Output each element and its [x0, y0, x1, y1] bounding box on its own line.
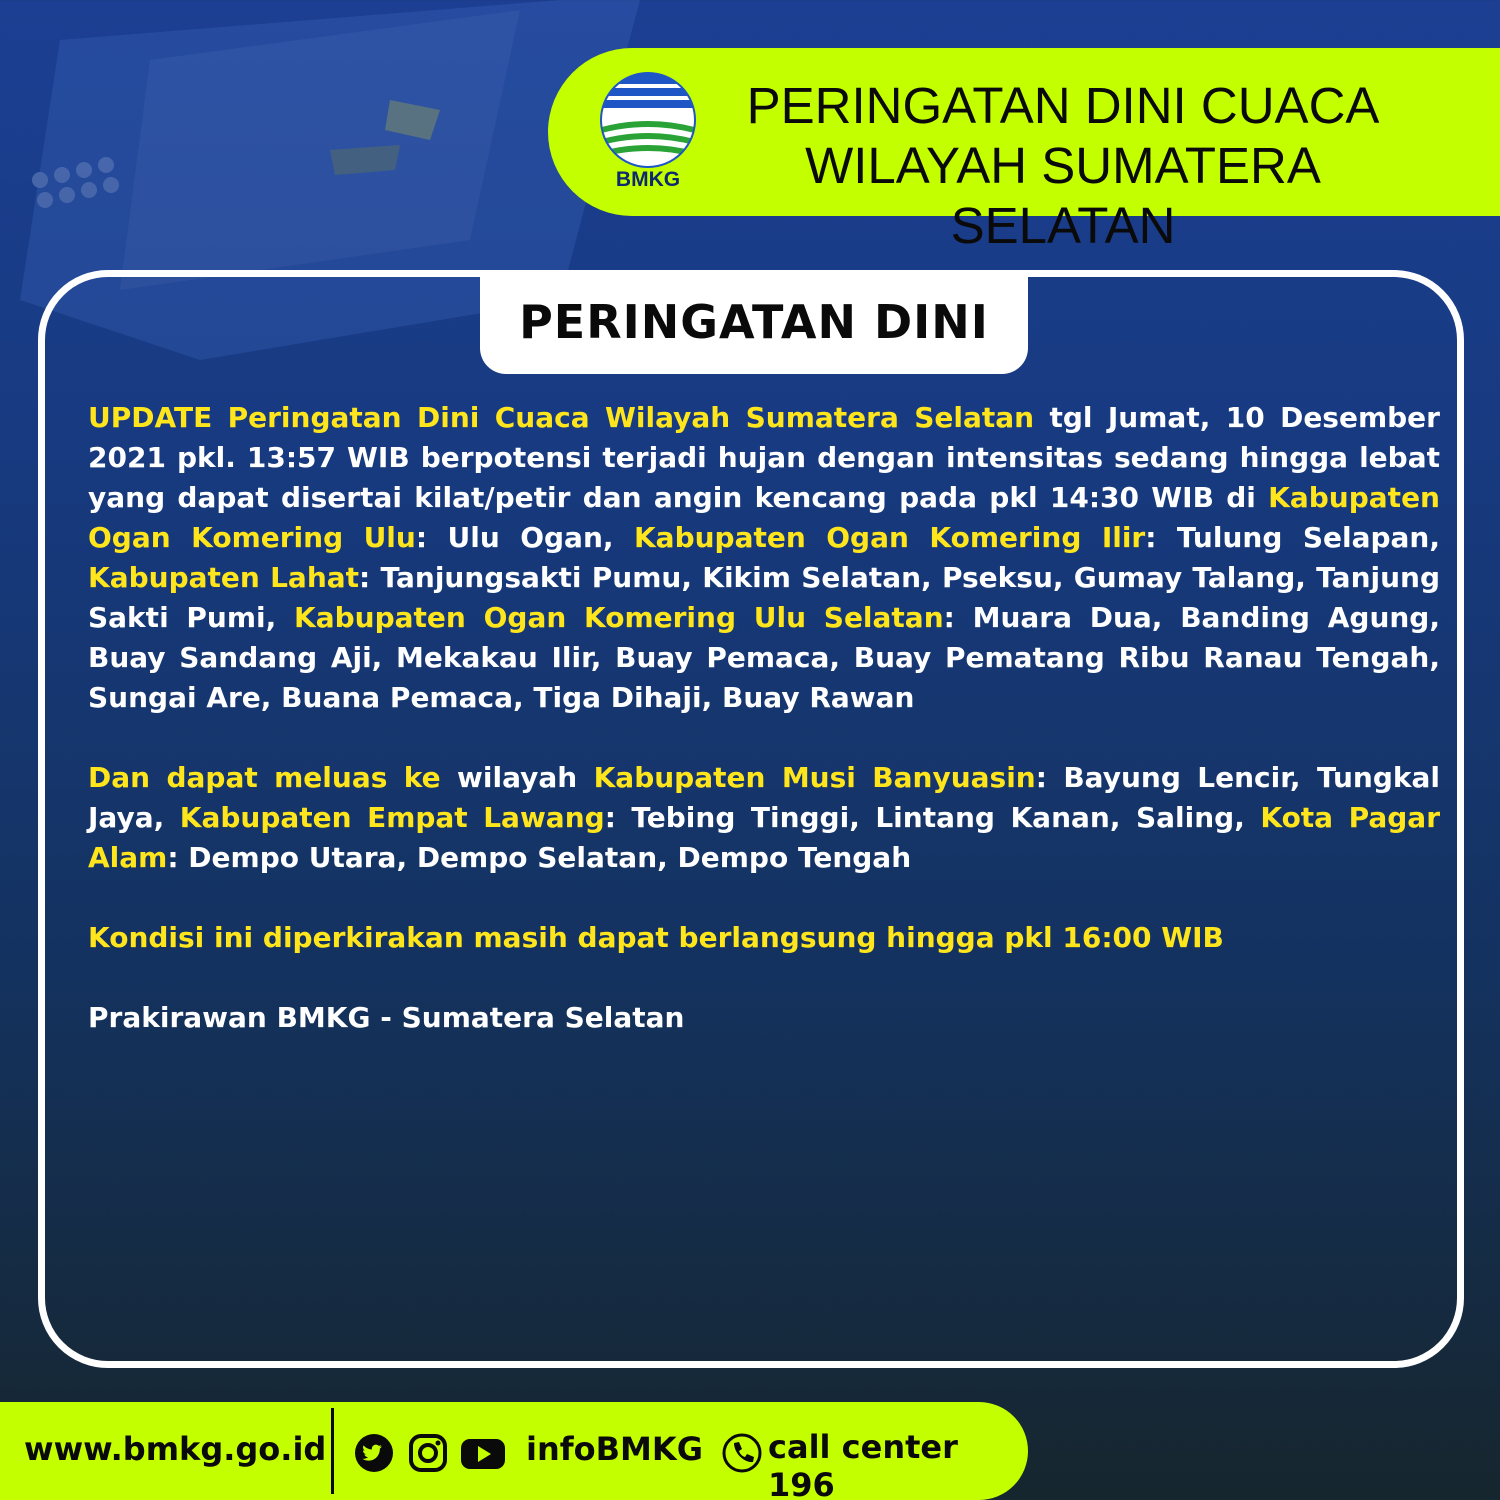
panel-title: PERINGATAN DINI: [519, 295, 989, 349]
twitter-icon[interactable]: [354, 1433, 394, 1473]
district-list: : Ulu Ogan,: [415, 521, 634, 554]
warning-paragraph-2: [88, 758, 1440, 878]
district-list: : Muara Dua, Banding Agung, Buay Sandang Aji, Mekakau Ilir, Buay Pemaca, Buay Pematang Ribu Ranau Tengah, Sungai Are, Buana Pemaca, Tiga Dihaji, Buay Rawan: [88, 601, 1440, 714]
district-list: : Tanjungsakti Pumu, Kikim Selatan, Pseksu, Gumay Talang, Tanjung Sakti Pumi,: [88, 561, 1441, 634]
website-link[interactable]: www.bmkg.go.id: [24, 1430, 327, 1468]
warning-paragraph-1: [88, 398, 1440, 718]
panel-tab: [480, 270, 1028, 374]
duration-note: Kondisi ini diperkirakan masih dapat berlangsung hingga pkl 16:00 WIB: [88, 921, 1224, 954]
page-title: [708, 76, 1418, 256]
bmkg-emblem-icon: [598, 70, 698, 170]
logo-text: BMKG: [615, 168, 681, 191]
phone-icon: [722, 1433, 762, 1473]
region-name: Kabupaten Musi Banyuasin: [593, 761, 1036, 794]
header-banner: [548, 48, 1500, 254]
instagram-icon[interactable]: [408, 1433, 448, 1473]
body-text: wilayah: [440, 761, 594, 794]
social-handle[interactable]: infoBMKG: [526, 1430, 703, 1468]
highlight-text: UPDATE Peringatan Dini Cuaca Wilayah Sumatera Selatan: [88, 401, 1035, 434]
region-name: Kabupaten Ogan Komering Ulu Selatan: [294, 601, 944, 634]
title-line-1: PERINGATAN DINI CUACA: [746, 77, 1380, 134]
highlight-text: Dan dapat meluas ke: [88, 761, 441, 794]
district-list: : Tulung Selapan,: [1145, 521, 1440, 554]
title-line-2: WILAYAH SUMATERA SELATAN: [805, 137, 1321, 254]
region-name: Kabupaten Ogan Komering Ulu: [88, 481, 1440, 554]
region-name: Kota Pagar Alam: [88, 801, 1440, 874]
youtube-icon[interactable]: [460, 1433, 506, 1473]
district-list: : Dempo Utara, Dempo Selatan, Dempo Tengah: [167, 841, 912, 874]
forecaster-signature: Prakirawan BMKG - Sumatera Selatan: [88, 1001, 685, 1034]
district-list: : Bayung Lencir, Tungkal Jaya,: [88, 761, 1440, 834]
warning-content: [88, 398, 1440, 1078]
region-name: Kabupaten Lahat: [88, 561, 360, 594]
call-center[interactable]: call center 196: [768, 1428, 958, 1500]
region-name: Kabupaten Empat Lawang: [179, 801, 605, 834]
footer-bar: [0, 1402, 1028, 1500]
body-text: tgl Jumat, 10 Desember 2021 pkl. 13:57 WIB berpotensi terjadi hujan dengan intensitas sedang hingga lebat yang dapat disertai kilat/petir dan angin kencang pada pkl 14:30 WIB di: [88, 401, 1440, 514]
bmkg-logo: [598, 70, 698, 194]
region-name: Kabupaten Ogan Komering Ilir: [633, 521, 1146, 554]
footer-divider: [331, 1408, 334, 1494]
district-list: : Tebing Tinggi, Lintang Kanan, Saling,: [604, 801, 1261, 834]
